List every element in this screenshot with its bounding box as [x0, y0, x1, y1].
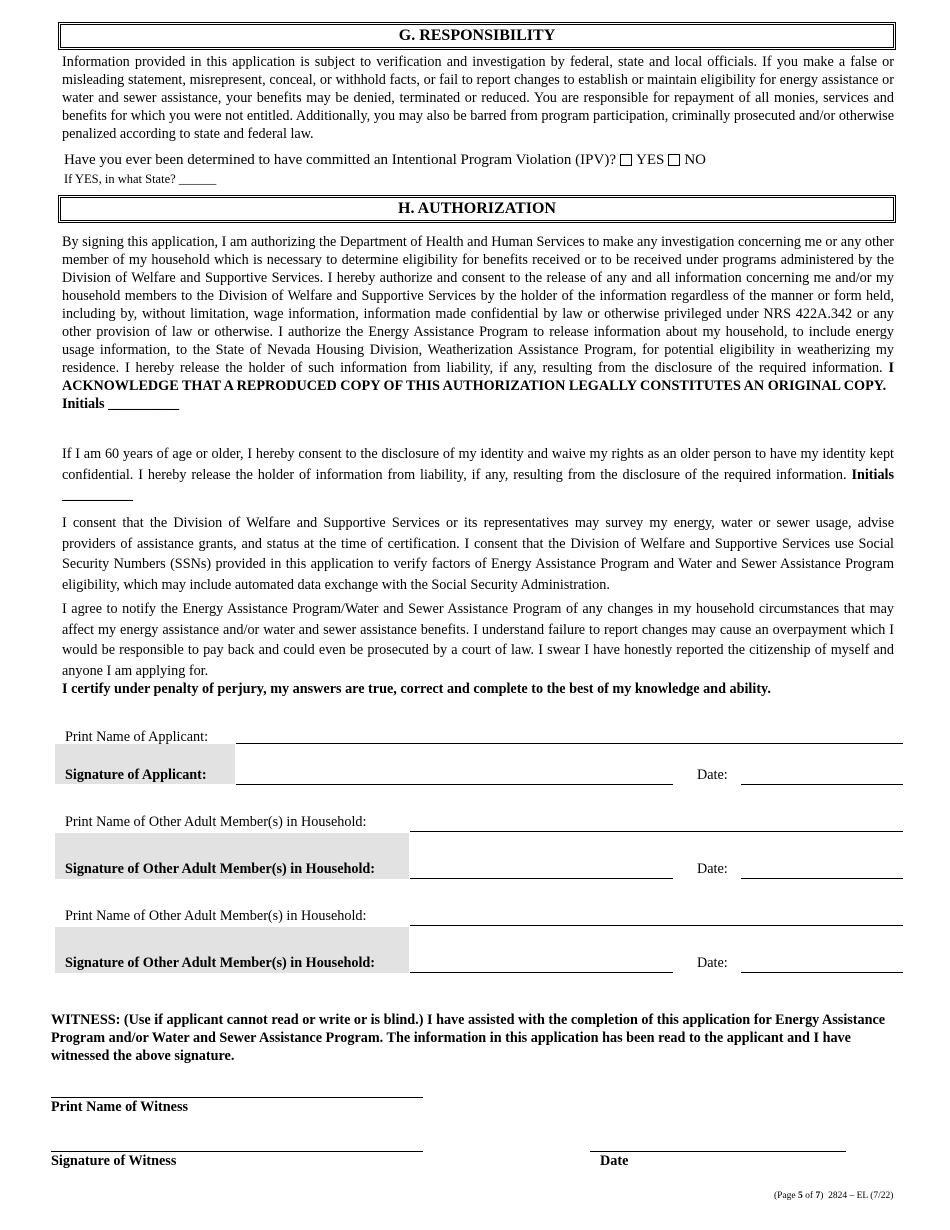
certify-statement: I certify under penalty of perjury, my answers are true, correct and complete to the best of my knowledge and ability. — [62, 681, 771, 697]
ipv-yes-label: YES — [635, 152, 665, 168]
ipv-no-label: NO — [684, 152, 706, 168]
print-applicant-line[interactable] — [236, 743, 903, 744]
print-other-label-1: Print Name of Other Adult Member(s) in Household: — [65, 814, 367, 830]
older-person-text: If I am 60 years of age or older, I hereby consent to the disclosure of my identity and waive my rights as an older person to have my identity kept confidential. I hereby release the holder of information from liability, if any, resulting from the disclosure of the required information. — [62, 446, 894, 483]
page-prefix: (Page — [774, 1191, 799, 1201]
initials-field-1[interactable]: Initials __________ — [62, 396, 180, 412]
authorization-text: By signing this application, I am authorizing the Department of Health and Human Services to make any investigation concerning me or any other member of my household which is necessary to determine eligibility for benefits received or to be received under programs administered by the Division of Welfare and Supportive Services. I hereby authorize and consent to the release of any and all information concerning me and/or my household members to the Division of Welfare and Supportive Services by the holder of the information regardless of the manner or form held, including by, without limitation, wage information, information made confidential by law or otherwise privileged under NRS 422A.342 or any other provision of law or otherwise. I authorize the Energy Assistance Program to release information about my household, to include energy usage information, to the State of Nevada Housing Division, Weatherization Assistance Program, for potential eligibility in weatherizing my residence. I hereby release the holder of such information from liability, if any, resulting from the disclosure of the required information. — [62, 234, 894, 376]
initials-field-2[interactable]: Initials __________ — [62, 466, 895, 503]
sign-applicant-line[interactable] — [236, 784, 673, 785]
witness-signature-line[interactable] — [51, 1151, 423, 1152]
other-date-label-1: Date: — [697, 861, 728, 877]
applicant-date-label: Date: — [697, 767, 728, 783]
witness-signature-label: Signature of Witness — [51, 1153, 177, 1169]
page-total: 7 — [815, 1191, 821, 1201]
sign-applicant-label: Signature of Applicant: — [65, 767, 207, 783]
older-person-paragraph — [62, 444, 894, 506]
sign-other-line-2[interactable] — [410, 972, 673, 973]
witness-print-name-label: Print Name of Witness — [51, 1099, 189, 1115]
print-other-label-2: Print Name of Other Adult Member(s) in Household: — [65, 908, 367, 924]
consent-survey-text: I consent that the Division of Welfare and Supportive Services or its representatives may survey my energy, water or sewer usage, advise providers of assistance grants, and status at the time of certification. I consent that the Division of Welfare and Supportive Services use Social Security Numbers (SSNs) provided in this application to verify factors of Energy Assistance Program and Water and Sewer Assistance Program eligibility, which may include automated data exchange with the Social Security Administration. — [62, 515, 894, 593]
responsibility-text: Information provided in this application is subject to verification and investigation by federal, state and local officials. If you make a false or misleading statement, misrepresent, conceal, or withhold facts, or fail to report changes to establish or maintain eligibility for energy assistance or water and sewer assistance, your benefits may be denied, terminated or reduced. You are responsible for repayment of all monies, services and benefits for which you were not entitled. Additionally, you may also be barred from program participation, criminally prosecuted and/or otherwise penalized according to state and federal law. — [62, 54, 894, 142]
form-id: 2824 – EL (7/22) — [828, 1191, 894, 1201]
section-g-header: G. RESPONSIBILITY — [58, 22, 896, 50]
print-applicant-label: Print Name of Applicant: — [65, 729, 209, 745]
ipv-no-checkbox[interactable] — [668, 154, 680, 166]
page-footer — [774, 1191, 893, 1201]
ipv-yes-checkbox[interactable] — [620, 154, 632, 166]
print-other-line-1[interactable] — [410, 831, 903, 832]
witness-print-name-line[interactable] — [51, 1097, 423, 1098]
acknowledge-statement: I ACKNOWLEDGE THAT A REPRODUCED COPY OF THIS AUTHORIZATION LEGALLY CONSTITUTES AN ORIGINAL COPY. — [62, 360, 895, 394]
page-number: 5 — [798, 1191, 803, 1201]
witness-date-label: Date — [600, 1153, 629, 1169]
ipv-state-question: If YES, in what State? ______ — [64, 172, 217, 186]
witness-date-line[interactable] — [590, 1151, 846, 1152]
notify-changes-text: I agree to notify the Energy Assistance Program/Water and Sewer Assistance Program of any changes in my household circumstances that may affect my energy assistance and/or water and sewer assistance benefits. I understand failure to report changes may cause an overpayment which I would be responsible to pay back and could even be prosecuted by a court of law. I swear I have honestly reported the citizenship of myself and anyone I am applying for. — [62, 601, 894, 679]
other-date-line-2[interactable] — [741, 972, 903, 973]
print-other-line-2[interactable] — [410, 925, 903, 926]
applicant-date-line[interactable] — [741, 784, 903, 785]
sign-other-line-1[interactable] — [410, 878, 673, 879]
sign-other-label-1: Signature of Other Adult Member(s) in Household: — [65, 861, 376, 877]
other-date-line-1[interactable] — [741, 878, 903, 879]
ipv-question: Have you ever been determined to have committed an Intentional Program Violation (IPV)? — [64, 152, 616, 168]
witness-statement: WITNESS: (Use if applicant cannot read or write or is blind.) I have assisted with the completion of this application for Energy Assistance Program and/or Water and Sewer Assistance Program. The information in this application has been read to the applicant and I have witnessed the above signature. — [51, 1012, 886, 1064]
page-mid: of — [802, 1191, 816, 1201]
section-h-header: H. AUTHORIZATION — [58, 195, 896, 223]
other-date-label-2: Date: — [697, 955, 728, 971]
ipv-question-row — [64, 152, 706, 169]
authorization-paragraph — [62, 233, 894, 413]
page-suffix: ) — [820, 1191, 824, 1201]
sign-other-label-2: Signature of Other Adult Member(s) in Household: — [65, 955, 376, 971]
